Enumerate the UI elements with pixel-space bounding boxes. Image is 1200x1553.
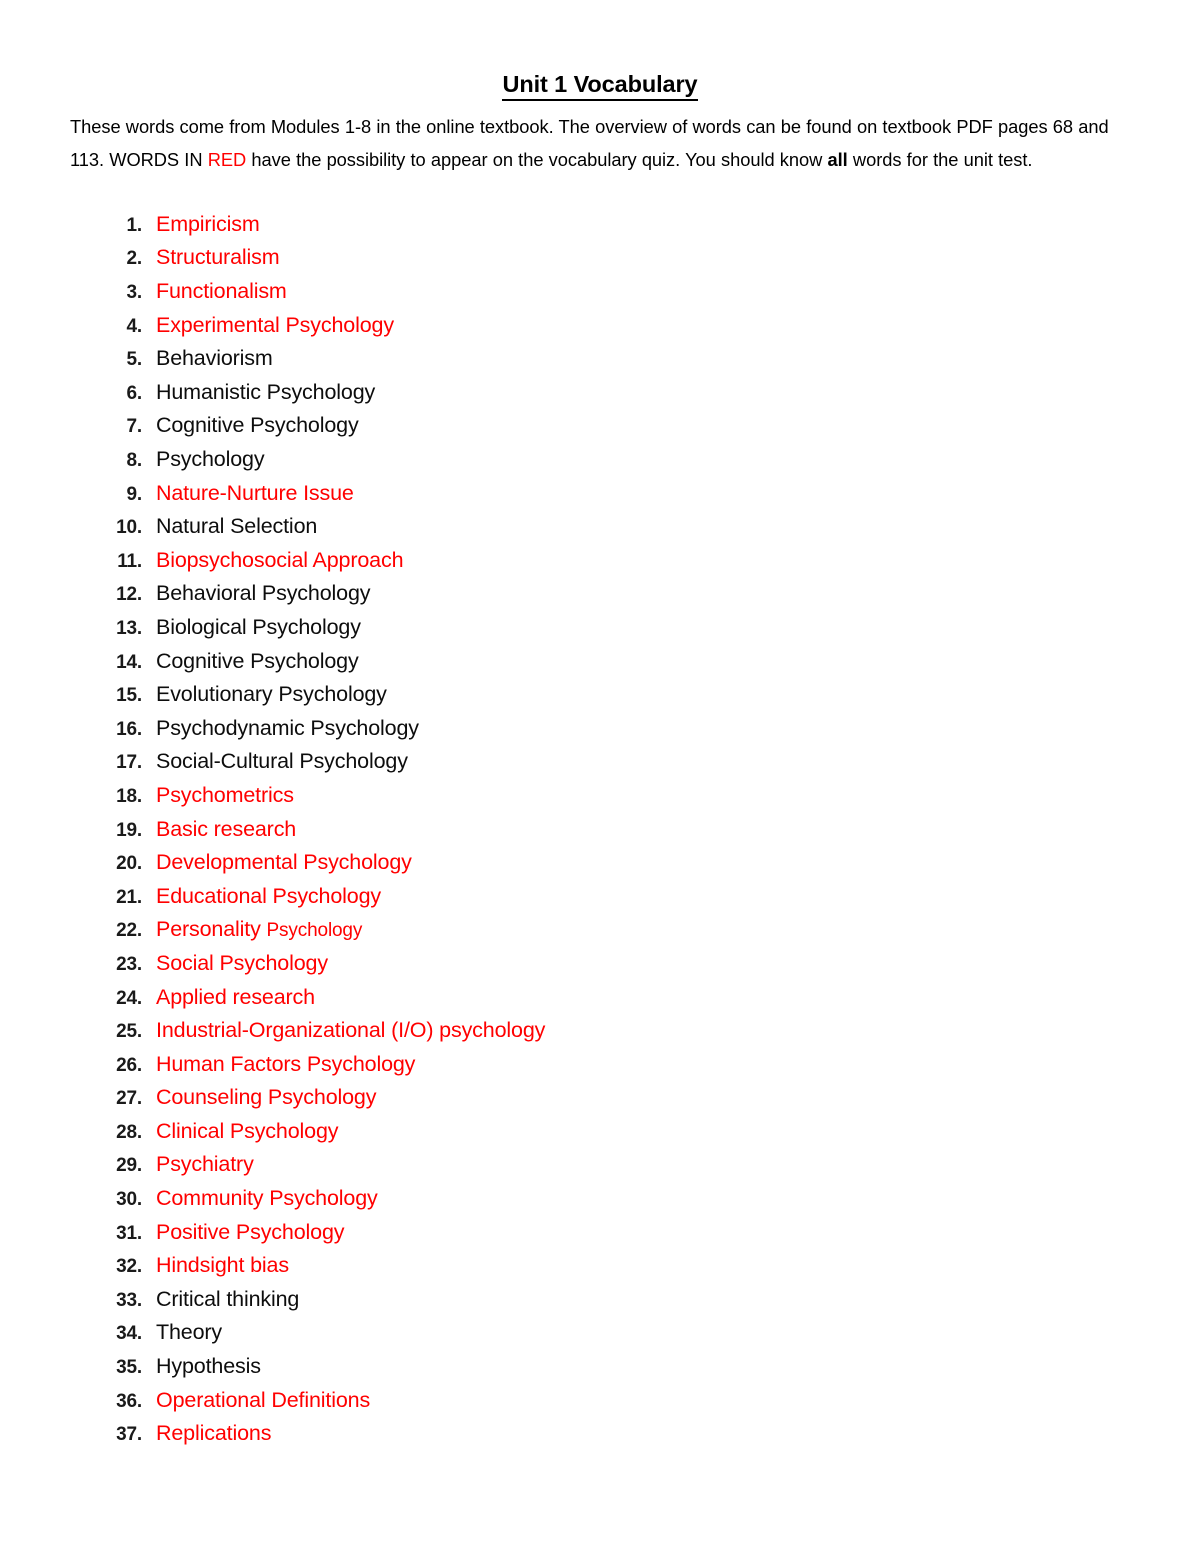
vocabulary-term: Functionalism bbox=[156, 279, 287, 304]
vocabulary-term: Operational Definitions bbox=[156, 1387, 371, 1412]
vocabulary-term: Humanistic Psychology bbox=[156, 379, 376, 404]
list-item-number: 34. bbox=[116, 1323, 142, 1345]
list-item-number: 36. bbox=[116, 1390, 142, 1412]
list-item-number: 2. bbox=[126, 248, 142, 270]
list-item-number: 11. bbox=[117, 550, 142, 572]
vocabulary-term: Theory bbox=[156, 1320, 223, 1345]
vocabulary-list-item bbox=[0, 1148, 1200, 1182]
intro-red-keyword: RED bbox=[207, 148, 247, 170]
vocabulary-term: Hindsight bias bbox=[156, 1253, 289, 1278]
vocabulary-list-item bbox=[0, 813, 1200, 847]
list-item-number: 28. bbox=[116, 1121, 142, 1143]
vocabulary-term: Nature-Nurture Issue bbox=[156, 480, 354, 505]
vocabulary-list-item bbox=[0, 1283, 1200, 1317]
intro-text-part2: have the possibility to appear on the vocabulary quiz. You should know bbox=[246, 148, 828, 170]
page-title-text: Unit 1 Vocabulary bbox=[502, 72, 697, 101]
intro-paragraph bbox=[0, 101, 1200, 176]
vocabulary-list-item bbox=[0, 1249, 1200, 1283]
vocabulary-list-item bbox=[0, 1350, 1200, 1384]
list-item-number: 10. bbox=[116, 517, 142, 539]
vocabulary-list-item bbox=[0, 1384, 1200, 1418]
vocabulary-list-item bbox=[0, 1182, 1200, 1216]
vocabulary-list-item bbox=[0, 1081, 1200, 1115]
vocabulary-term: Biopsychosocial Approach bbox=[156, 547, 404, 572]
vocabulary-term: Social Psychology bbox=[156, 950, 328, 975]
vocabulary-list-item bbox=[0, 1048, 1200, 1082]
vocabulary-list-item bbox=[0, 846, 1200, 880]
vocabulary-term: Counseling Psychology bbox=[156, 1085, 377, 1110]
vocabulary-list-item bbox=[0, 342, 1200, 376]
vocabulary-list-item bbox=[0, 1216, 1200, 1250]
intro-text-part3: words for the unit test. bbox=[847, 148, 1033, 170]
vocabulary-list-item bbox=[0, 1115, 1200, 1149]
vocabulary-term: Natural Selection bbox=[156, 514, 318, 539]
vocabulary-list-item bbox=[0, 779, 1200, 813]
vocabulary-term: Hypothesis bbox=[156, 1354, 261, 1379]
page-title bbox=[0, 0, 1200, 101]
list-item-number: 14. bbox=[116, 651, 142, 673]
vocabulary-term: Applied research bbox=[156, 984, 315, 1009]
vocabulary-list bbox=[0, 176, 1200, 1451]
list-item-number: 26. bbox=[116, 1054, 142, 1076]
vocabulary-list-item bbox=[0, 275, 1200, 309]
vocabulary-term-tail: Psychology bbox=[266, 920, 363, 942]
list-item-number: 4. bbox=[126, 315, 142, 337]
vocabulary-list-item bbox=[0, 947, 1200, 981]
list-item-number: 21. bbox=[116, 886, 142, 908]
list-item-number: 24. bbox=[116, 987, 142, 1009]
list-item-number: 3. bbox=[126, 282, 142, 304]
vocabulary-term: Cognitive Psychology bbox=[156, 648, 359, 673]
vocabulary-list-item bbox=[0, 678, 1200, 712]
list-item-number: 7. bbox=[126, 416, 142, 438]
list-item-number: 25. bbox=[116, 1021, 142, 1043]
vocabulary-term: Human Factors Psychology bbox=[156, 1051, 416, 1076]
vocabulary-term: Behavioral Psychology bbox=[156, 581, 371, 606]
vocabulary-term: Cognitive Psychology bbox=[156, 413, 359, 438]
vocabulary-term: Educational Psychology bbox=[156, 883, 381, 908]
vocabulary-term: Clinical Psychology bbox=[156, 1118, 339, 1143]
vocabulary-term: Basic research bbox=[156, 816, 297, 841]
vocabulary-term: Experimental Psychology bbox=[156, 312, 394, 337]
vocabulary-term: Social-Cultural Psychology bbox=[156, 749, 408, 774]
list-item-number: 9. bbox=[126, 483, 142, 505]
list-item-number: 15. bbox=[116, 685, 142, 707]
list-item-number: 20. bbox=[116, 853, 142, 875]
list-item-number: 29. bbox=[116, 1155, 142, 1177]
vocabulary-term: Positive Psychology bbox=[156, 1219, 345, 1244]
list-item-number: 31. bbox=[116, 1222, 142, 1244]
vocabulary-term: Replications bbox=[156, 1421, 272, 1446]
vocabulary-term: Personality Psychology bbox=[156, 917, 363, 942]
vocabulary-term: Behaviorism bbox=[156, 346, 273, 371]
vocabulary-list-item bbox=[0, 611, 1200, 645]
vocabulary-term: Psychodynamic Psychology bbox=[156, 715, 419, 740]
vocabulary-list-item bbox=[0, 241, 1200, 275]
vocabulary-term: Structuralism bbox=[156, 245, 280, 270]
vocabulary-list-item bbox=[0, 376, 1200, 410]
list-item-number: 37. bbox=[116, 1424, 142, 1446]
list-item-number: 8. bbox=[126, 450, 142, 471]
vocabulary-list-item bbox=[0, 208, 1200, 242]
vocabulary-list-item bbox=[0, 712, 1200, 746]
vocabulary-list-item bbox=[0, 1316, 1200, 1350]
vocabulary-list-item bbox=[0, 443, 1200, 477]
vocabulary-list-item bbox=[0, 309, 1200, 343]
vocabulary-term: Developmental Psychology bbox=[156, 850, 412, 875]
list-item-number: 22. bbox=[116, 920, 142, 942]
vocabulary-term: Industrial-Organizational (I/O) psychology bbox=[156, 1018, 546, 1043]
vocabulary-list-item bbox=[0, 510, 1200, 544]
vocabulary-list-item bbox=[0, 880, 1200, 914]
vocabulary-list-item bbox=[0, 1014, 1200, 1048]
vocabulary-term: Critical thinking bbox=[156, 1286, 300, 1311]
list-item-number: 27. bbox=[116, 1088, 142, 1110]
list-item-number: 30. bbox=[116, 1189, 142, 1211]
vocabulary-list-item bbox=[0, 544, 1200, 578]
vocabulary-term: Evolutionary Psychology bbox=[156, 682, 387, 707]
vocabulary-term: Psychology bbox=[156, 447, 265, 471]
list-item-number: 1. bbox=[126, 214, 142, 236]
vocabulary-term: Psychometrics bbox=[156, 782, 294, 807]
vocabulary-list-item bbox=[0, 981, 1200, 1015]
vocabulary-list-item bbox=[0, 409, 1200, 443]
vocabulary-list-item bbox=[0, 645, 1200, 679]
vocabulary-term: Community Psychology bbox=[156, 1186, 378, 1211]
list-item-number: 16. bbox=[116, 718, 142, 740]
intro-text-part1: These words come from Modules 1-8 in the online textbook. The overview of words can be found on textbook PDF pages 68 and 113. WORDS IN bbox=[70, 115, 1109, 170]
list-item-number: 33. bbox=[116, 1289, 142, 1311]
vocabulary-list-item bbox=[0, 913, 1200, 947]
list-item-number: 5. bbox=[126, 349, 142, 371]
list-item-number: 12. bbox=[116, 584, 142, 606]
list-item-number: 13. bbox=[116, 617, 142, 639]
list-item-number: 23. bbox=[116, 953, 142, 975]
intro-bold-keyword: all bbox=[827, 148, 848, 170]
vocabulary-term: Empiricism bbox=[156, 211, 260, 236]
vocabulary-term: Biological Psychology bbox=[156, 614, 361, 639]
vocabulary-list-item bbox=[0, 1417, 1200, 1451]
vocabulary-list-item bbox=[0, 477, 1200, 511]
list-item-number: 18. bbox=[116, 785, 142, 807]
list-item-number: 6. bbox=[126, 382, 142, 404]
vocabulary-list-item bbox=[0, 745, 1200, 779]
list-item-number: 19. bbox=[116, 819, 142, 841]
list-item-number: 32. bbox=[116, 1256, 142, 1278]
vocabulary-list-item bbox=[0, 577, 1200, 611]
list-item-number: 17. bbox=[116, 752, 142, 774]
list-item-number: 35. bbox=[116, 1357, 142, 1379]
vocabulary-term: Psychiatry bbox=[156, 1152, 254, 1177]
